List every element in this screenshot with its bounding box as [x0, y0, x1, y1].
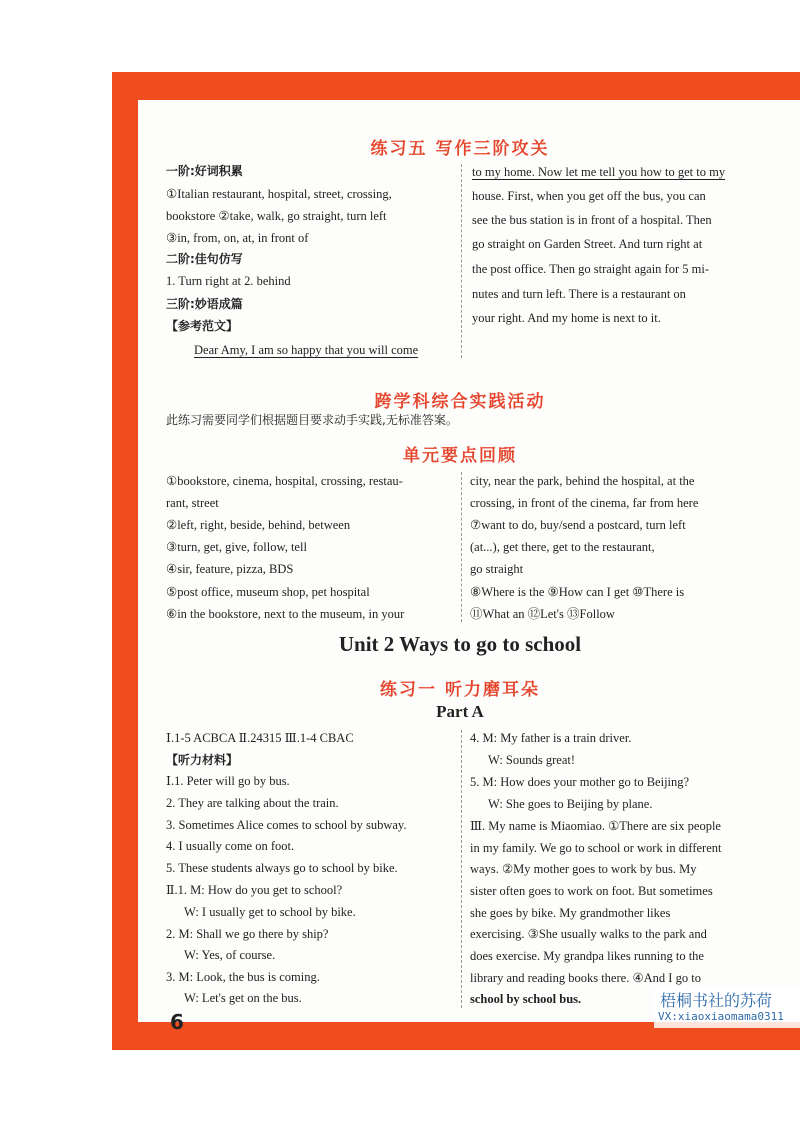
text-line: go straight: [470, 562, 524, 576]
text-line: exercising. ③She usually walks to the park and: [470, 927, 707, 941]
text-line: 3. Sometimes Alice comes to school by subway.: [166, 818, 407, 832]
text-line: city, near the park, behind the hospital, at the: [470, 474, 695, 488]
text-line: W: Yes, of course.: [184, 948, 276, 962]
text-line: your right. And my home is next to it.: [472, 311, 661, 325]
text-line: ⑥in the bookstore, next to the museum, in your: [166, 607, 405, 621]
text-line: 2. M: Shall we go there by ship?: [166, 927, 329, 941]
text-line: does exercise. My grandpa likes running to the: [470, 949, 704, 963]
text-line: ⑧Where is the ⑨How can I get ⑩There is: [470, 585, 685, 599]
text-line: ①Italian restaurant, hospital, street, crossing,: [166, 187, 392, 201]
text-line: library and reading books there. ④And I go to: [470, 971, 701, 985]
column-divider: [461, 164, 463, 358]
text-line: ③turn, get, give, follow, tell: [166, 540, 307, 554]
text-line: school by school bus.: [470, 992, 582, 1006]
text-line: bookstore ②take, walk, go straight, turn left: [166, 209, 387, 223]
watermark-contact: VX:xiaoxiaomama0311: [658, 1010, 784, 1023]
text-line: 3. M: Look, the bus is coming.: [166, 970, 320, 984]
text-line: W: She goes to Beijing by plane.: [488, 797, 653, 811]
section-title-practice: 跨学科综合实践活动: [374, 392, 546, 412]
section-title-writing: 练习五 写作三阶攻关: [370, 139, 550, 159]
text-line: rant, street: [166, 496, 219, 510]
text-line: ①bookstore, cinema, hospital, crossing, restau-: [166, 474, 403, 488]
page-number: 6: [170, 1010, 184, 1034]
text-line: go straight on Garden Street. And turn right at: [472, 237, 703, 251]
text-line: house. First, when you get off the bus, you can: [472, 189, 706, 203]
text-line: crossing, in front of the cinema, far from here: [470, 496, 699, 510]
text-line: 【听力材料】: [166, 753, 239, 767]
text-line: 三阶:妙语成篇: [166, 297, 243, 311]
text-line: Dear Amy, I am so happy that you will come: [194, 343, 419, 357]
text-line: Ⅱ.1. M: How do you get to school?: [166, 883, 343, 897]
text-line: W: Let's get on the bus.: [184, 991, 302, 1005]
watermark: [654, 986, 800, 1028]
text-line: ③in, from, on, at, in front of: [166, 231, 309, 245]
text-line: the post office. Then go straight again for 5 mi-: [472, 262, 709, 276]
text-line: in my family. We go to school or work in different: [470, 841, 722, 855]
text-line: 1. Turn right at 2. behind: [166, 274, 291, 288]
text-line: ④sir, feature, pizza, BDS: [166, 562, 294, 576]
text-line: 5. These students always go to school by bike.: [166, 861, 398, 875]
column-divider: [461, 730, 463, 1008]
text-line: W: I usually get to school by bike.: [184, 905, 356, 919]
text-line: W: Sounds great!: [488, 753, 576, 767]
text-line: 4. I usually come on foot.: [166, 839, 295, 853]
text-line: sister often goes to work on foot. But sometimes: [470, 884, 713, 898]
text-line: ⑤post office, museum shop, pet hospital: [166, 585, 370, 599]
section-title-review: 单元要点回顾: [403, 446, 517, 466]
text-line: Ⅲ. My name is Miaomiao. ①There are six people: [470, 819, 721, 833]
text-line: see the bus station is in front of a hospital. Then: [472, 213, 712, 227]
text-line: Ⅰ.1. Peter will go by bus.: [166, 774, 290, 788]
text-line: ②left, right, beside, behind, between: [166, 518, 351, 532]
text-line: 4. M: My father is a train driver.: [470, 731, 632, 745]
text-line: 【参考范文】: [166, 319, 239, 333]
column-divider: [461, 472, 463, 622]
text-line: ⑪What an ⑫Let's ⑬Follow: [470, 607, 615, 621]
practice-note: 此练习需要同学们根据题目要求动手实践,无标准答案。: [166, 413, 458, 427]
section-title-listening: 练习一 听力磨耳朵: [380, 680, 540, 700]
watermark-title: 梧桐书社的苏荷: [660, 991, 773, 1010]
text-line: to my home. Now let me tell you how to get to my: [472, 165, 726, 179]
unit-heading: Unit 2 Ways to go to school: [338, 632, 582, 656]
text-line: ways. ②My mother goes to work by bus. My: [470, 862, 697, 876]
text-line: 2. They are talking about the train.: [166, 796, 339, 810]
text-line: ⑦want to do, buy/send a postcard, turn left: [470, 518, 686, 532]
text-line: (at...), get there, get to the restaurant,: [470, 540, 655, 554]
text-line: Ⅰ.1-5 ACBCA Ⅱ.24315 Ⅲ.1-4 CBAC: [166, 731, 354, 745]
part-heading: Part A: [436, 702, 484, 721]
text-line: nutes and turn left. There is a restaurant on: [472, 287, 686, 301]
text-line: 5. M: How does your mother go to Beijing?: [470, 775, 690, 789]
text-line: she goes by bike. My grandmother likes: [470, 906, 671, 920]
text-line: 一阶:好词积累: [166, 164, 243, 178]
text-line: 二阶:佳句仿写: [166, 252, 243, 266]
